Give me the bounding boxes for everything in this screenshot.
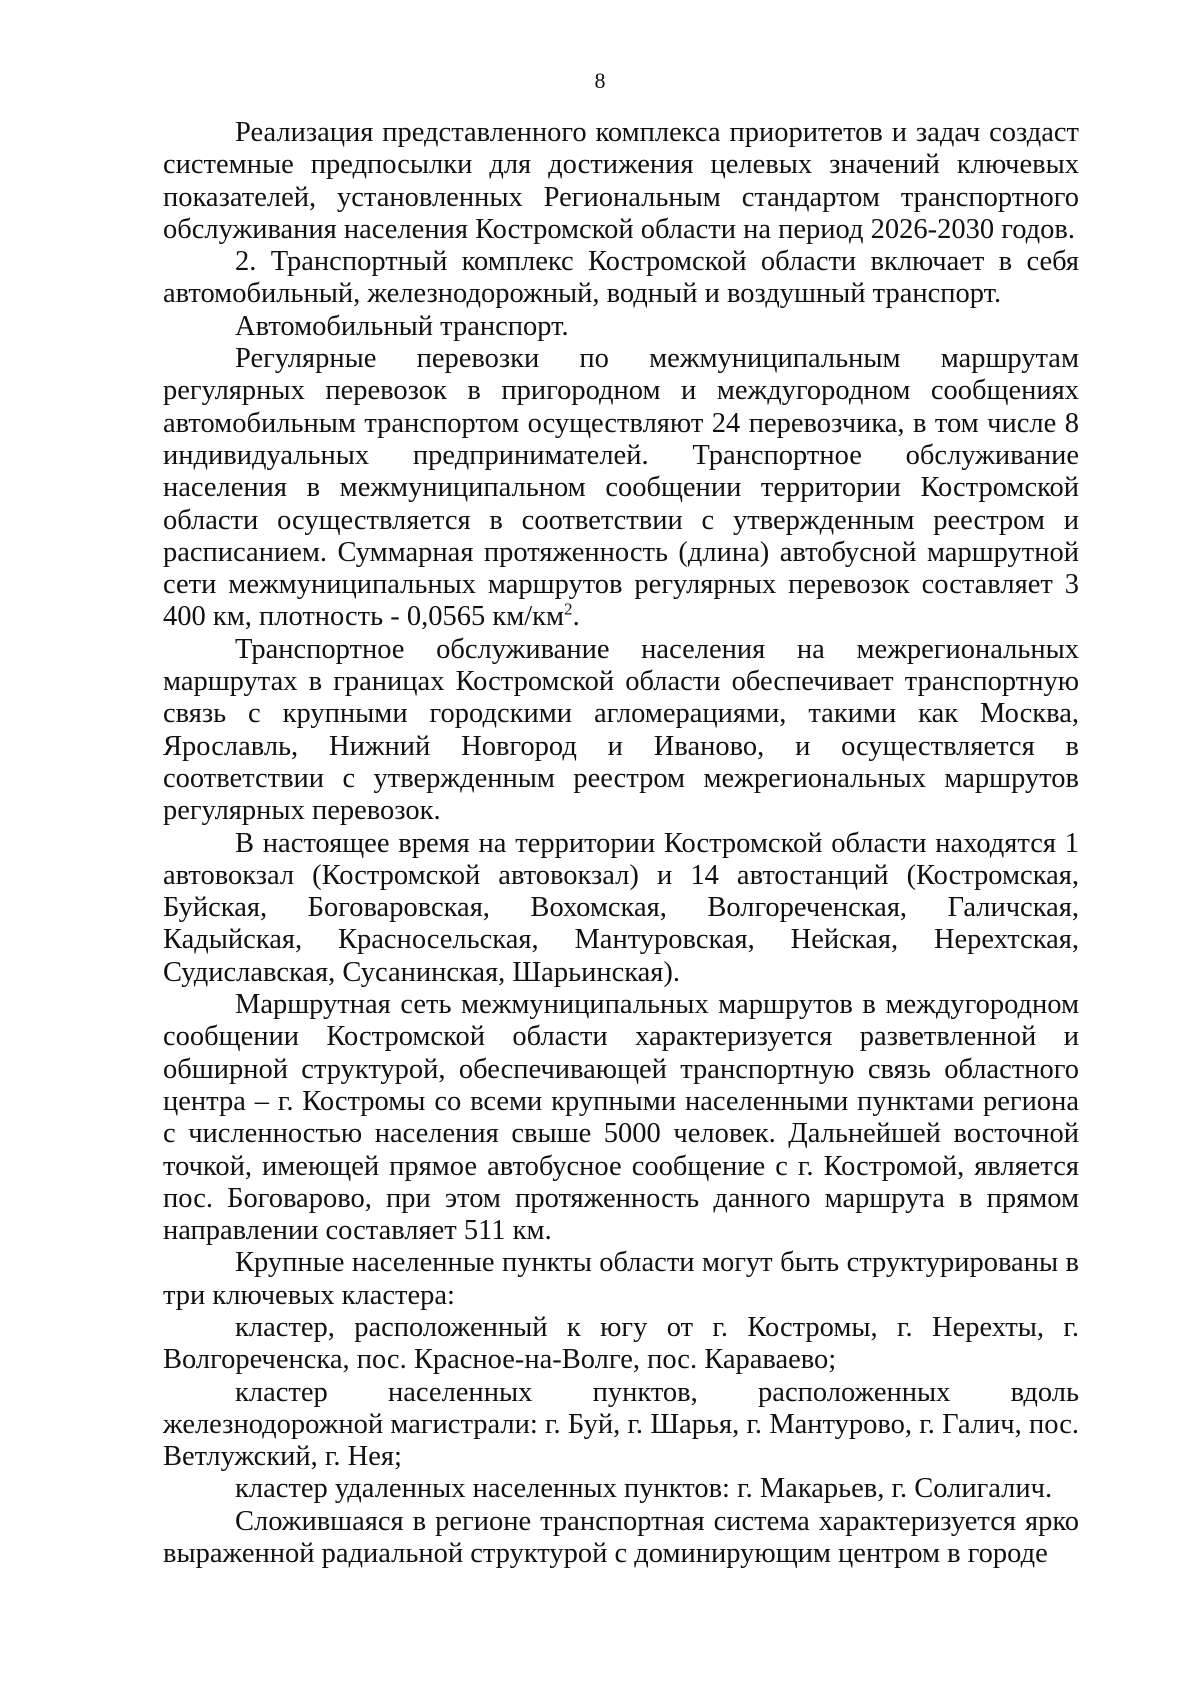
paragraph-cluster-railway: кластер населенных пунктов, расположенных вдоль железнодорожной магистрали: г. Буй, г. Шарья, г. Мантурово, г. Галич, пос. Ветлужский, г. Нея; xyxy=(163,1376,1079,1473)
density-suffix: . xyxy=(572,601,580,633)
paragraph-radial-structure: Сложившаяся в регионе транспортная система характеризуется ярко выраженной радиальной структурой с доминирующим центром в городе xyxy=(163,1505,1079,1570)
density-superscript: 2 xyxy=(564,599,573,619)
page-number: 8 xyxy=(594,68,606,93)
regular-transport-text: Регулярные перевозки по межмуниципальным маршрутам регулярных перевозок в пригородном и междугородном сообщениях автомобильным транспортом осуществляют 24 перевозчика, в том числе 8 индивидуальных предпринимателей. Транспортное обслуживание населения в межмуниципальном сообщении территории Костромской области осуществляется в соответствии с утвержденным реестром и расписанием. Суммарная протяженность (длина) автобусной маршрутной сети межмуниципальных маршрутов регулярных перевозок составляет 3 400 км, плотность - 0,0565 км/км xyxy=(163,343,1079,633)
paragraph-intro-summary: Реализация представленного комплекса приоритетов и задач создаст системные предпосылки для достижения целевых значений ключевых показателей, установленных Региональным стандартом транспортного обслуживания населения Костромской области на период 2026-2030 годов. xyxy=(163,117,1079,245)
paragraph-transport-complex: 2. Транспортный комплекс Костромской области включает в себя автомобильный, железнодорожный, водный и воздушный транспорт. xyxy=(163,246,1079,310)
paragraph-cluster-south: кластер, расположенный к югу от г. Костромы, г. Нерехты, г. Волгореченска, пос. Красное-на-Волге, пос. Караваево; xyxy=(163,1311,1079,1376)
paragraph-bus-stations: В настоящее время на территории Костромской области находятся 1 автовокзал (Костромской автовокзал) и 14 автостанций (Костромская, Буйская, Боговаровская, Вохомская, Волгореченская, Галичская, Кадыйская, Красносельская, Мантуровская, Нейская, Нерехтская, Судиславская, Сусанинская, Шарьинская). xyxy=(163,827,1079,988)
paragraph-clusters-intro: Крупные населенные пункты области могут быть структурированы в три ключевых кластера: xyxy=(163,1247,1079,1311)
paragraph-regular-transport xyxy=(163,343,1079,634)
paragraph-cluster-remote: кластер удаленных населенных пунктов: г. Макарьев, г. Солигалич. xyxy=(235,1473,1053,1505)
paragraph-interregional-routes: Транспортное обслуживание населения на межрегиональных маршрутах в границах Костромской области обеспечивает транспортную связь с крупными городскими агломерациями, такими как Москва, Ярославль, Нижний Новгород и Иваново, и осуществляется в соответствии с утвержденным реестром межрегиональных маршрутов регулярных перевозок. xyxy=(163,633,1079,827)
document-body xyxy=(163,117,1079,1570)
paragraph-route-network: Маршрутная сеть межмуниципальных маршрутов в междугородном сообщении Костромской области характеризуется разветвленной и обширной структурой, обеспечивающей транспортную связь областного центра – г. Костромы со всеми крупными населенными пунктами региона с численностью населения свыше 5000 человек. Дальнейшей восточной точкой, имеющей прямое автобусное сообщение с г. Костромой, является пос. Боговарово, при этом протяженность данного маршрута в прямом направлении составляет 511 км. xyxy=(163,989,1079,1247)
paragraph-road-transport-heading: Автомобильный транспорт. xyxy=(235,310,569,342)
